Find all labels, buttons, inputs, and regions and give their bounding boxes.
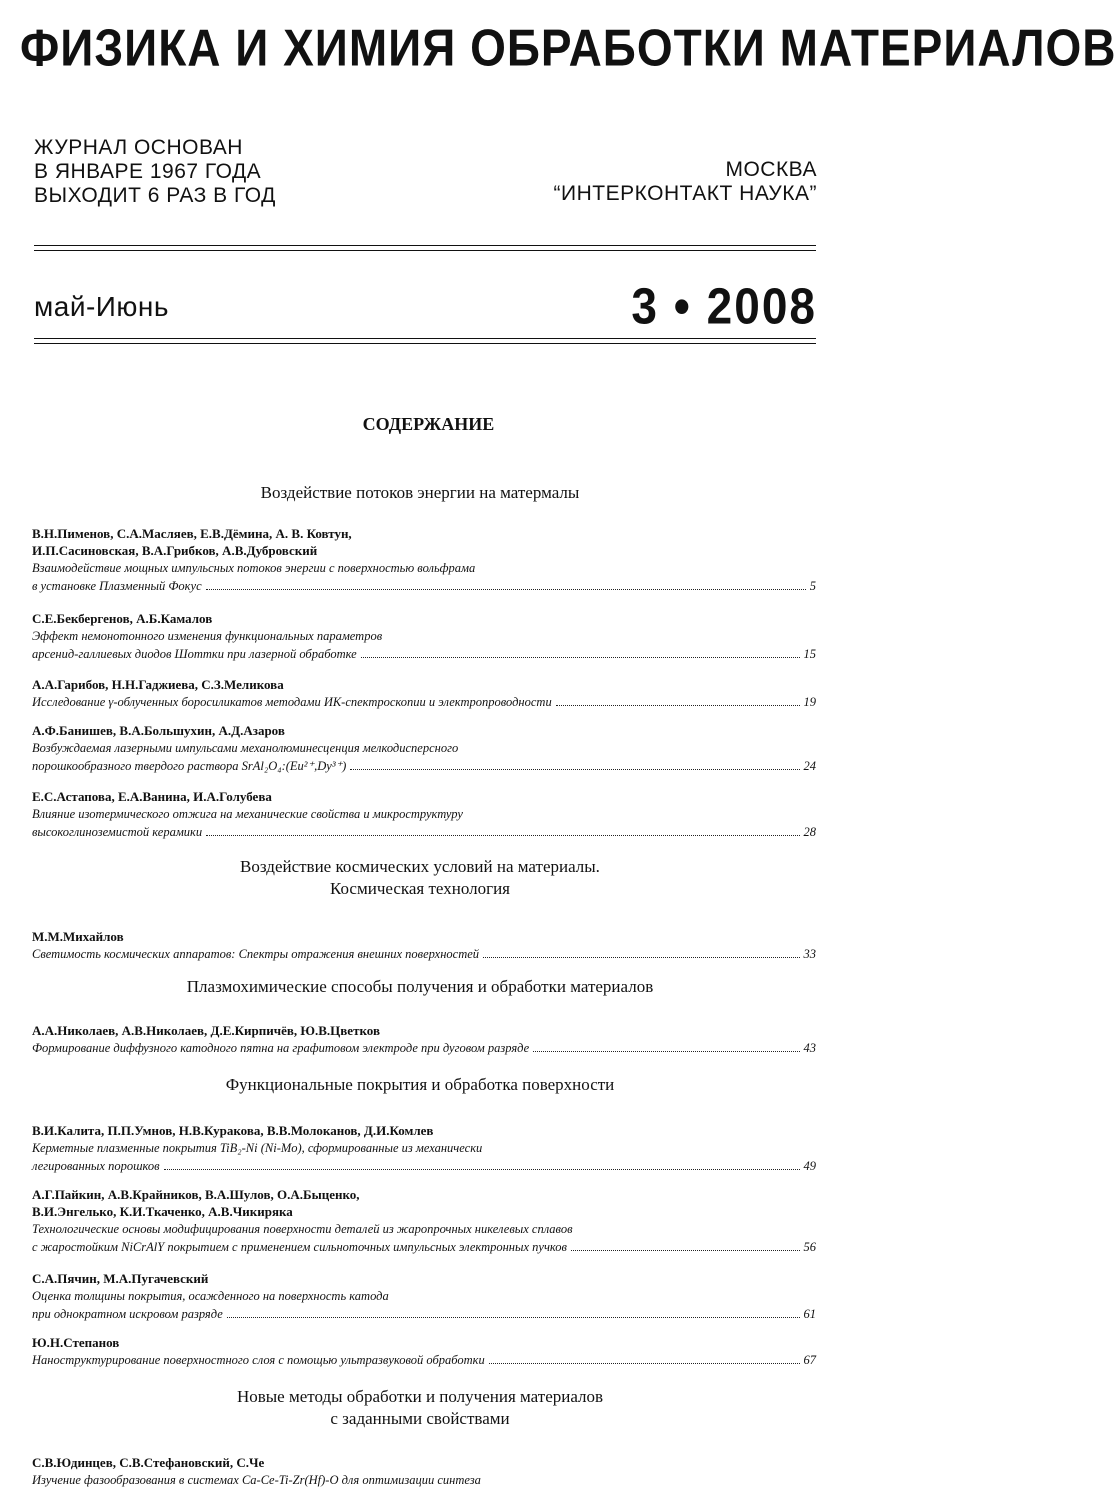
header-rule (34, 338, 816, 339)
publisher-name: “ИНТЕРКОНТАКТ НАУКА” (553, 182, 817, 205)
toc-entry[interactable] (32, 1122, 816, 1175)
section-heading-line: Плазмохимические способы получения и обработки материалов (186, 977, 654, 996)
section-heading (20, 482, 820, 504)
entry-title-last-line (32, 1351, 816, 1369)
toc-entry[interactable] (32, 1454, 816, 1489)
section-heading-line: с заданными свойствами (330, 1409, 510, 1428)
entry-title: Наноструктурирование поверхностного слоя с помощью ультразвуковой обработки (32, 1353, 485, 1367)
entry-title: Керметные плазменные покрытия TiB₂-Ni (Ni-Mo), сформированные из механически (32, 1141, 483, 1155)
entry-authors: А.Г.Пайкин, А.В.Крайников, В.А.Шулов, О.А.Быценко, (32, 1187, 360, 1202)
entry-title: Влияние изотермического отжига на механические свойства и микроструктуру (32, 807, 463, 821)
issue-months: май-Июнь (34, 291, 169, 322)
entry-title: при однократном искровом разряде (32, 1307, 223, 1321)
section-heading (20, 1386, 820, 1430)
entry-authors: А.А.Гарибов, Н.Н.Гаджиева, С.З.Меликова (32, 677, 284, 692)
entry-title: Эффект немонотонного изменения функциональных параметров (32, 629, 383, 643)
entry-title-last-line (32, 1305, 816, 1323)
entry-page-number: 61 (803, 1307, 816, 1321)
entry-authors: М.М.Михайлов (32, 929, 124, 944)
header-rule (34, 250, 816, 251)
header-rule (34, 343, 816, 344)
section-heading (20, 1074, 820, 1096)
entry-authors: С.В.Юдинцев, С.В.Стефановский, С.Че (32, 1455, 265, 1470)
entry-page-number: 15 (803, 647, 816, 661)
entry-title: в установке Плазменный Фокус (32, 579, 202, 593)
entry-title: арсенид-галлиевых диодов Шоттки при лазерной обработке (32, 647, 357, 661)
entry-title: Изучение фазообразования в системах Ca-Ce-Ti-Zr(Hf)-O для оптимизации синтеза (32, 1473, 481, 1487)
section-heading-line: Космическая технология (330, 879, 510, 898)
entry-title: с жаростойким NiCrAlY покрытием с применением сильноточных импульсных электронных пучков (32, 1240, 567, 1254)
entry-title-last-line (32, 1039, 816, 1057)
entry-authors: Е.С.Астапова, Е.А.Ванина, И.А.Голубева (32, 789, 272, 804)
entry-title: Технологические основы модифицирования поверхности деталей из жаропрочных никелевых сплавов (32, 1222, 573, 1236)
entry-title: Исследование γ-облученных боросиликатов методами ИК-спектроскопии и электропроводности (32, 695, 552, 709)
entry-page-number: 49 (803, 1159, 816, 1173)
entry-page-number: 5 (809, 579, 816, 593)
entry-title: Взаимодействие мощных импульсных потоков энергии с поверхностью вольфрама (32, 561, 476, 575)
publisher-info (554, 158, 817, 206)
entry-authors: В.Н.Пименов, С.А.Масляев, Е.В.Дёмина, А. В. Ковтун, (32, 526, 352, 541)
entry-title: Формирование диффузного катодного пятна на графитовом электроде при дуговом разряде (32, 1041, 530, 1055)
entry-authors: В.И.Энгелько, К.И.Ткаченко, А.В.Чикиряка (32, 1204, 293, 1219)
entry-authors: С.Е.Бекбергенов, А.Б.Камалов (32, 611, 213, 626)
entry-title: высокоглиноземистой керамики (32, 825, 203, 839)
toc-entry[interactable] (32, 722, 816, 775)
toc-entry[interactable] (32, 610, 816, 663)
founding-info (34, 136, 276, 208)
entry-page-number: 33 (803, 947, 816, 961)
entry-authors: В.И.Калита, П.П.Умнов, Н.В.Куракова, В.В.Молоканов, Д.И.Комлев (32, 1123, 434, 1138)
entry-title: Возбуждаемая лазерными импульсами механолюминесценция мелкодисперсного (32, 741, 459, 755)
dot-leader (489, 1363, 800, 1364)
section-heading-line: Новые методы обработки и получения материалов (236, 1387, 604, 1406)
header-rule (34, 245, 816, 246)
entry-title-last-line (32, 1238, 816, 1256)
dot-leader (483, 957, 799, 958)
dot-leader (571, 1250, 800, 1251)
entry-title-last-line (32, 577, 816, 595)
entry-authors: А.А.Николаев, А.В.Николаев, Д.Е.Кирпичёв, Ю.В.Цветков (32, 1023, 380, 1038)
toc-entry[interactable] (32, 1334, 816, 1369)
toc-entry[interactable] (32, 676, 816, 711)
founding-info-line: ВЫХОДИТ 6 РАЗ В ГОД (34, 184, 276, 207)
entry-title-last-line (32, 823, 816, 841)
journal-title: ФИЗИКА И ХИМИЯ ОБРАБОТКИ МАТЕРИАЛОВ (20, 18, 1116, 77)
dot-leader (350, 769, 799, 770)
dot-leader (556, 705, 800, 706)
founding-info-line: В ЯНВАРЕ 1967 ГОДА (34, 160, 262, 183)
section-heading-line: Воздействие потоков энергии на матермалы (260, 483, 580, 502)
issue-number: 3 • 2008 (631, 277, 817, 335)
entry-title: легированных порошков (32, 1159, 160, 1173)
entry-title-last-line (32, 645, 816, 663)
entry-page-number: 28 (803, 825, 816, 839)
entry-authors: И.П.Сасиновская, В.А.Грибков, А.В.Дубровский (32, 543, 318, 558)
publisher-city: МОСКВА (725, 158, 817, 181)
section-heading (20, 856, 820, 900)
dot-leader (206, 835, 799, 836)
entry-authors: Ю.Н.Степанов (32, 1335, 120, 1350)
entry-page-number: 24 (803, 759, 816, 773)
dot-leader (361, 657, 800, 658)
contents-heading: СОДЕРЖАНИЕ (362, 414, 495, 434)
dot-leader (206, 589, 806, 590)
section-heading-line: Воздействие космических условий на материалы. (240, 857, 600, 876)
entry-authors: А.Ф.Банишев, В.А.Большухин, А.Д.Азаров (32, 723, 285, 738)
entry-title: порошкообразного твердого раствора SrAl₂O₄:(Eu²⁺,Dy³⁺) (32, 759, 347, 773)
section-heading-line: Функциональные покрытия и обработка поверхности (225, 1075, 615, 1094)
toc-entry[interactable] (32, 1270, 816, 1323)
toc-entry[interactable] (32, 1022, 816, 1057)
entry-title-last-line (32, 945, 816, 963)
dot-leader (164, 1169, 800, 1170)
entry-title: Светимость космических аппаратов: Спектры отражения внешних поверхностей (32, 947, 480, 961)
toc-entry[interactable] (32, 525, 816, 595)
entry-title-last-line (32, 1157, 816, 1175)
entry-authors: С.А.Пячин, М.А.Пугачевский (32, 1271, 209, 1286)
dot-leader (227, 1317, 800, 1318)
toc-entry[interactable] (32, 928, 816, 963)
founding-info-line: ЖУРНАЛ ОСНОВАН (34, 136, 243, 159)
entry-title: Оценка толщины покрытия, осажденного на поверхность катода (32, 1289, 389, 1303)
dot-leader (533, 1051, 799, 1052)
entry-title-last-line (32, 757, 816, 775)
toc-entry[interactable] (32, 1186, 816, 1256)
entry-title-last-line (32, 693, 816, 711)
section-heading (20, 976, 820, 998)
entry-page-number: 19 (803, 695, 816, 709)
entry-page-number: 56 (803, 1240, 816, 1254)
entry-page-number: 67 (803, 1353, 816, 1367)
entry-page-number: 43 (803, 1041, 816, 1055)
toc-entry[interactable] (32, 788, 816, 841)
